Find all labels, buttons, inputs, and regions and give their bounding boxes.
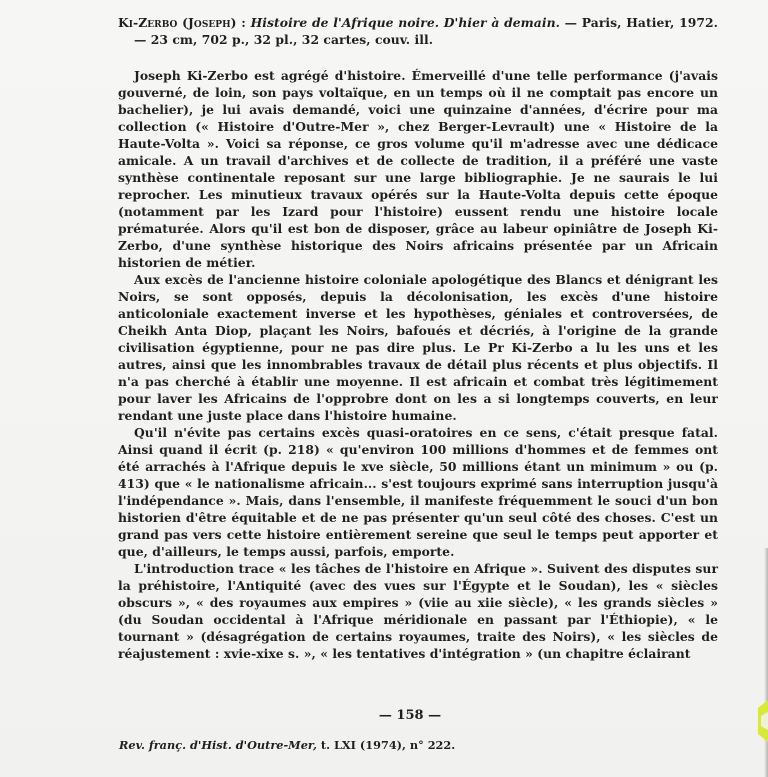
review-paragraph: Aux excès de l'ancienne histoire coloniale apologétique des Blancs et dénigrant les Noirs, se sont opposés, depuis la décolonisation, les excès d'une histoire anticoloniale exactement inverse et les hypothèses, géniales et controversées, de Cheikh Anta Diop, plaçant les Noirs, bafoués et décriés, à l'origine de la grande civilisation égyptienne, pour ne pas dire plus. Le Pr Ki-Zerbo a lu les uns et les autres, ainsi que les innombrables travaux de détail plus récents et plus objectifs. Il n'a pas cherché à établir une moyenne. Il est africain et combat très légitimement pour laver les Africains de l'opprobre dont on les a si longtemps couverts, en leur rendant une juste place dans l'histoire humaine. xyxy=(118,272,718,423)
page-text-block xyxy=(118,14,718,662)
citation-details: — Paris, Hatier, 1972. — 23 cm, 702 p., 32 pl., 32 cartes, couv. ill. xyxy=(134,15,718,47)
journal-reference xyxy=(119,738,455,752)
page-edge-shadow xyxy=(764,548,768,777)
citation-title: Histoire de l'Afrique noire. D'hier à demain. xyxy=(250,15,560,30)
review-paragraph: Qu'il n'évite pas certains excès quasi-oratoires en ce sens, c'était presque fatal. Ainsi quand il écrit (p. 218) « qu'environ 100 millions d'hommes et de femmes ont été arrachés à l'Afrique depuis le xve siècle, 50 millions étant un minimum » ou (p. 413) que « le nationalisme africain... s'est toujours exprimé sans interruption jusqu'à l'indépendance ». Mais, dans l'ensemble, il manifeste fréquemment le souci d'un bon historien d'être équitable et de ne pas présenter qu'un seul côté des choses. C'est un grand pas vers cette histoire entièrement sereine que seul le temps peut apporter et que, d'ailleurs, le temps aussi, parfois, emporte. xyxy=(118,425,718,559)
review-body xyxy=(118,67,718,662)
journal-issue: t. LXI (1974), n° 222. xyxy=(320,738,456,752)
book-citation xyxy=(118,14,718,48)
review-paragraph: L'introduction trace « les tâches de l'histoire en Afrique ». Suivent des disputes sur la préhistoire, l'Antiquité (avec des vues sur l'Égypte et le Soudan), les « siècles obscurs », « des royaumes aux empires » (viie au xiie siècle), « les grands siècles » (du Soudan occidental à l'Afrique méridionale en passant par l'Éthiopie), « le tournant » (désagrégation de certains royaumes, traite des Noirs), « les siècles de réajustement : xvie-xixe s. », « les tentatives d'intégration » (un chapitre éclairant xyxy=(118,561,718,661)
scroll-marker-icon[interactable] xyxy=(754,700,768,742)
citation-author: Ki-Zerbo (Joseph) : xyxy=(118,15,246,30)
review-paragraph: Joseph Ki-Zerbo est agrégé d'histoire. Émerveillé d'une telle performance (j'avais gouverné, de loin, son pays voltaïque, en un temps où il ne comptait pas encore un bachelier), je lui avais demandé, voici une quinzaine d'années, d'écrire pour ma collection (« Histoire d'Outre-Mer », chez Berger-Levrault) une « Histoire de la Haute-Volta ». Voici sa réponse, ce gros volume qu'il m'adresse avec une dédicace amicale. A un travail d'archives et de collecte de tradition, il a préféré une vaste synthèse continentale reposant sur une large bibliographie. Je ne saurais le lui reprocher. Les minutieux travaux opérés sur la Haute-Volta depuis cette époque (notamment par les Izard pour l'histoire) eussent rendu une histoire locale prématurée. Alors qu'il est bon de disposer, grâce au labeur opiniâtre de Joseph Ki-Zerbo, d'une synthèse historique des Noirs africains présentée par un Africain historien de métier. xyxy=(118,68,718,270)
page-number: — 158 — xyxy=(378,708,442,723)
journal-name: Rev. franç. d'Hist. d'Outre-Mer, xyxy=(119,738,317,752)
